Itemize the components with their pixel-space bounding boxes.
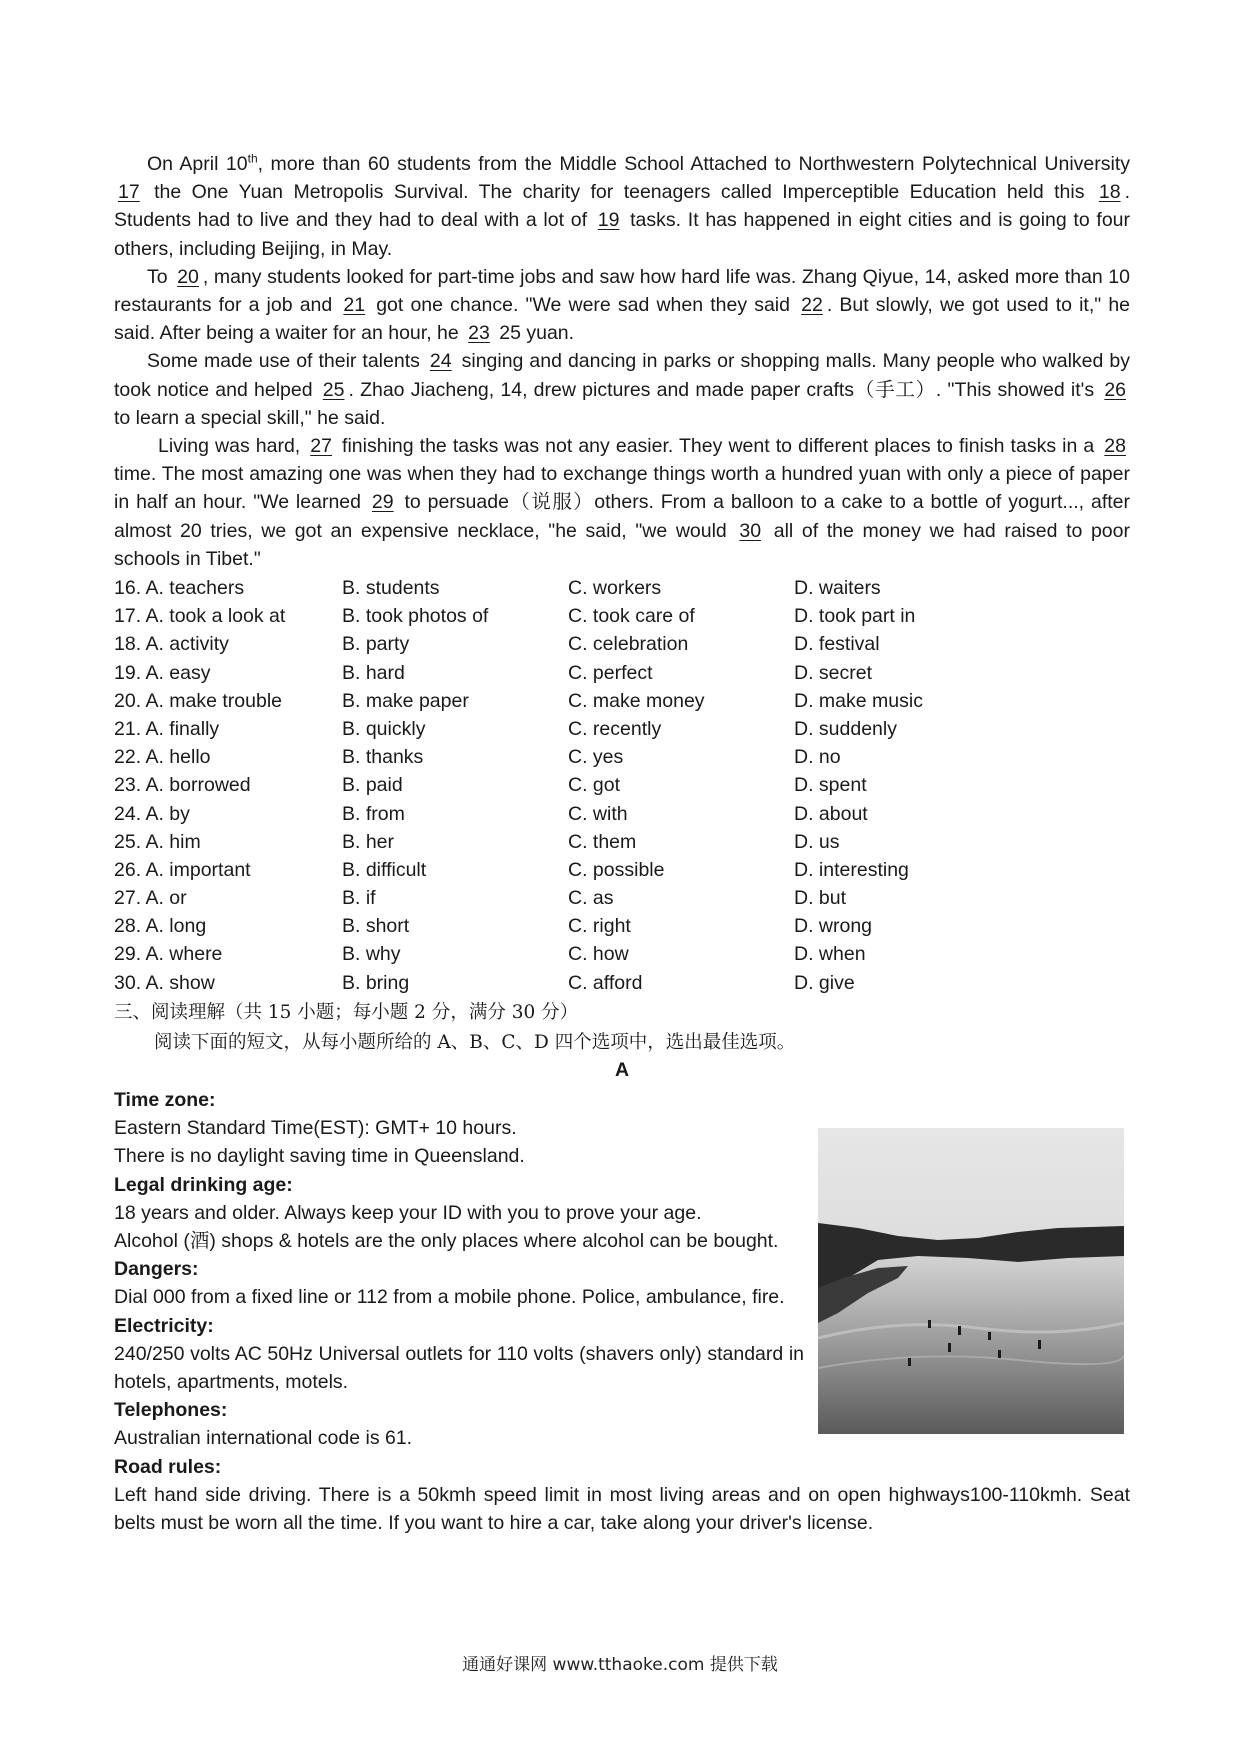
- option-b: B. her: [342, 830, 395, 853]
- option-row: [114, 743, 1130, 771]
- option-a: 22. A. hello: [114, 746, 211, 769]
- blank-27: 27: [310, 435, 332, 458]
- option-c: C. workers: [568, 577, 662, 599]
- time-zone-line-2: There is no daylight saving time in Queensland.: [114, 1145, 525, 1168]
- cloze-paragraph-2: To 20 , many students looked for part-time jobs and saw how hard life was. Zhang Qiyue, 14, asked more than 10 restaurants for a job and 21 got one chance. "We were sad when they said 22 . But slowly, we got used to it," he said. After being a waiter for an hour, he 23 25 yuan.: [114, 263, 1130, 348]
- option-b: B. difficult: [342, 858, 427, 881]
- option-c: C. perfect: [568, 661, 653, 684]
- beach-photo: [818, 1128, 1124, 1434]
- option-row: [114, 574, 1130, 602]
- option-d: D. suddenly: [794, 717, 897, 740]
- option-row: [114, 602, 1130, 630]
- heading-time-zone: Time zone:: [114, 1089, 216, 1111]
- option-d: D. us: [794, 830, 840, 853]
- option-d: D. spent: [794, 774, 867, 797]
- option-c: C. yes: [568, 746, 624, 769]
- option-c: C. took care of: [568, 605, 695, 628]
- option-row: [114, 884, 1130, 912]
- option-b: B. short: [342, 915, 410, 938]
- option-row: [114, 630, 1130, 658]
- blank-23: 23: [468, 322, 490, 345]
- blank-20: 20: [177, 265, 199, 288]
- option-a: 17. A. took a look at: [114, 605, 286, 628]
- option-a: 20. A. make trouble: [114, 689, 283, 712]
- option-a: 29. A. where: [114, 943, 223, 966]
- option-a: 27. A. or: [114, 887, 187, 910]
- heading-drinking-age: Legal drinking age:: [114, 1173, 293, 1196]
- cloze-paragraph-1: On April 10th, more than 60 students from the Middle School Attached to Northwestern Polytechnical University 17 the One Yuan Metropolis Survival. The charity for teenagers called Imperceptible Education held this 18 . Students had to live and they had to deal with a lot of 19 tasks. It has happened in eight cities and is going to four others, including Beijing, in May.: [114, 151, 1131, 260]
- blank-18: 18: [1098, 181, 1121, 204]
- blank-28: 28: [1104, 435, 1126, 458]
- option-b: B. took photos of: [342, 605, 489, 628]
- blank-21: 21: [343, 294, 366, 317]
- passage-letter: A: [614, 1059, 630, 1081]
- option-b: B. why: [342, 943, 401, 966]
- blank-22: 22: [801, 294, 823, 317]
- option-d: D. about: [794, 802, 868, 825]
- road-rules-text: Left hand side driving. There is a 50kmh speed limit in most living areas and on open highways100-110kmh. Seat belts must be worn all the time. If you want to hire a car, take along your driver's license.: [114, 1483, 1130, 1535]
- option-b: B. bring: [342, 971, 410, 994]
- blank-30: 30: [739, 519, 762, 542]
- blank-17: 17: [118, 181, 140, 204]
- option-d: D. when: [794, 943, 866, 966]
- cloze-paragraph-4: Living was hard, 27 finishing the tasks was not any easier. They went to different places to finish tasks in a 28 time. The most amazing one was when they had to exchange things worth a hundred yuan with only a piece of paper in half an hour. "We learned 29 to persuade（说服）others. From a balloon to a cake to a bottle of yogurt..., after almost 20 tries, we got an expensive necklace, "he said, "we would 30 all of the money we had raised to poor schools in Tibet.": [114, 432, 1130, 573]
- cloze-options: [114, 574, 1130, 997]
- heading-road-rules: Road rules:: [114, 1455, 222, 1478]
- option-row: [114, 969, 1130, 997]
- dangers-line-1: Dial 000 from a fixed line or 112 from a mobile phone. Police, ambulance, fire.: [114, 1286, 785, 1309]
- option-row: [114, 659, 1130, 687]
- drinking-line-1: 18 years and older. Always keep your ID with you to prove your age.: [114, 1201, 702, 1224]
- drinking-line-2: Alcohol (酒) shops & hotels are the only places where alcohol can be bought.: [114, 1230, 779, 1253]
- option-row: [114, 687, 1130, 715]
- blank-19: 19: [597, 209, 620, 232]
- option-b: B. paid: [342, 774, 403, 797]
- option-d: D. waiters: [794, 577, 881, 599]
- option-row: [114, 771, 1130, 799]
- option-a: 30. A. show: [114, 971, 215, 994]
- option-c: C. how: [568, 943, 629, 966]
- heading-dangers: Dangers:: [114, 1258, 199, 1281]
- section-title: 三、阅读理解（共 15 小题；每小题 2 分，满分 30 分）: [114, 1002, 579, 1023]
- option-b: B. make paper: [342, 689, 469, 712]
- section-instruction: 阅读下面的短文，从每小题所给的 A、B、C、D 四个选项中，选出最佳选项。: [154, 1032, 796, 1053]
- option-b: B. from: [342, 802, 405, 825]
- option-d: D. wrong: [794, 915, 873, 938]
- option-row: [114, 856, 1130, 884]
- option-row: [114, 800, 1130, 828]
- option-a: 21. A. finally: [114, 717, 220, 740]
- option-row: [114, 715, 1130, 743]
- option-d: D. secret: [794, 661, 873, 684]
- footer-credit: 通通好课网 www.tthaoke.com 提供下载: [462, 1655, 778, 1675]
- option-d: D. but: [794, 887, 847, 910]
- heading-telephones: Telephones:: [114, 1399, 228, 1422]
- option-c: C. with: [568, 802, 628, 825]
- time-zone-line-1: Eastern Standard Time(EST): GMT+ 10 hours.: [114, 1117, 517, 1140]
- option-c: C. got: [568, 774, 621, 797]
- option-b: B. thanks: [342, 746, 424, 769]
- option-d: D. festival: [794, 633, 880, 656]
- cloze-passage: [114, 150, 1130, 573]
- option-b: B. students: [342, 577, 440, 599]
- option-b: B. if: [342, 887, 376, 910]
- heading-electricity: Electricity:: [114, 1314, 214, 1337]
- blank-26: 26: [1104, 378, 1127, 401]
- option-d: D. no: [794, 746, 841, 769]
- option-c: C. celebration: [568, 633, 689, 656]
- option-a: 26. A. important: [114, 858, 251, 881]
- option-a: 24. A. by: [114, 802, 190, 825]
- option-a: 23. A. borrowed: [114, 774, 251, 797]
- electricity-line-1: 240/250 volts AC 50Hz Universal outlets for 110 volts (shavers only) standard in hotels, apartments, motels.: [114, 1342, 804, 1394]
- option-row: [114, 912, 1130, 940]
- blank-25: 25: [322, 378, 345, 401]
- blank-29: 29: [371, 491, 394, 514]
- option-b: B. party: [342, 633, 410, 656]
- option-row: [114, 940, 1130, 968]
- option-c: C. recently: [568, 717, 662, 740]
- option-d: D. took part in: [794, 605, 916, 628]
- option-row: [114, 828, 1130, 856]
- telephones-line-1: Australian international code is 61.: [114, 1427, 413, 1450]
- option-a: 25. A. him: [114, 830, 201, 853]
- option-c: C. as: [568, 887, 614, 910]
- option-d: D. make music: [794, 689, 923, 712]
- blank-24: 24: [429, 350, 452, 373]
- cloze-paragraph-3: Some made use of their talents 24 singing and dancing in parks or shopping malls. Many people who walked by took notice and helped 25 . Zhao Jiacheng, 14, drew pictures and made paper crafts（手工）. "This showed it's 26 to learn a special skill," he said.: [114, 347, 1130, 432]
- option-a: 19. A. easy: [114, 661, 211, 684]
- option-d: D. give: [794, 971, 855, 994]
- option-b: B. hard: [342, 661, 405, 684]
- option-c: C. afford: [568, 971, 643, 994]
- option-c: C. them: [568, 830, 637, 853]
- option-c: C. make money: [568, 689, 705, 712]
- option-c: C. right: [568, 915, 631, 938]
- option-a: 28. A. long: [114, 915, 207, 938]
- option-c: C. possible: [568, 858, 665, 881]
- reading-section-header: [114, 998, 1130, 1058]
- option-d: D. interesting: [794, 858, 909, 881]
- option-b: B. quickly: [342, 717, 426, 740]
- option-a: 16. A. teachers: [114, 577, 245, 599]
- option-a: 18. A. activity: [114, 633, 229, 656]
